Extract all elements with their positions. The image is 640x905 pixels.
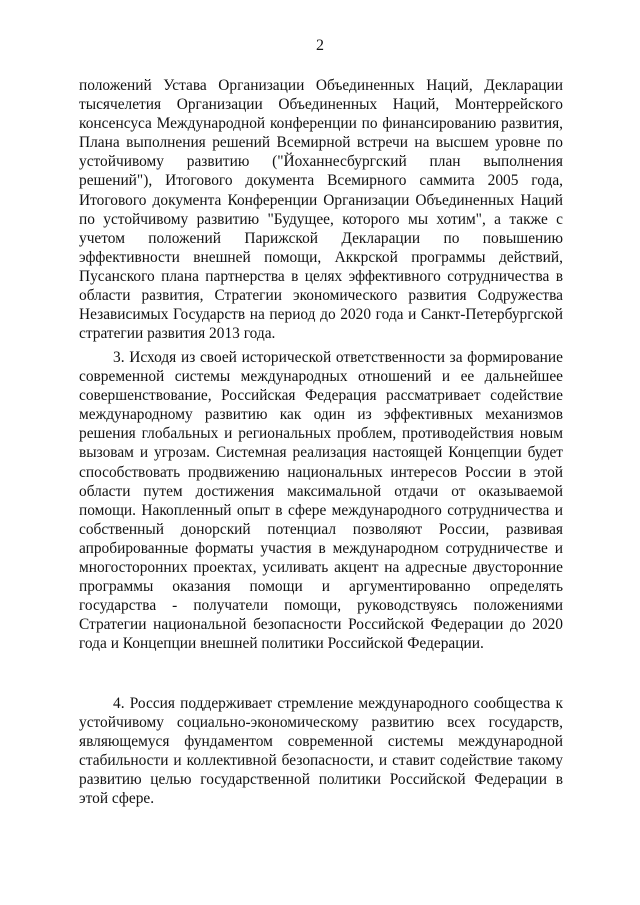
paragraph-3: 3. Исходя из своей исторической ответственности за формирование современной системы международных отношений и ее дальнейшее совершенствование, Российская Федерация рассматривает содействие международному развитию как один из эффективных механизмов решения глобальных и региональных проблем, противодействия новым вызовам и угрозам. Системная реализация настоящей Концепции будет способствовать продвижению национальных интересов России в этой области путем достижения максимальной отдачи от оказываемой помощи. Накопленный опыт в сфере международного сотрудничества и собственный донорский потенциал позволяют России, развивая апробированные форматы участия в международном сотрудничестве и многосторонних проектах, усиливать акцент на адресные двусторонние программы оказания помощи и аргументированно определять государства - получатели помощи, руководствуясь положениями Стратегии национальной безопасности Российской Федерации до 2020 года и Концепции внешней политики Российской Федерации. (79, 349, 563, 653)
paragraph-continuation: положений Устава Организации Объединенных Наций, Декларации тысячелетия Организации Объединенных Наций, Монтеррейского консенсуса Международной конференции по финансированию развития, Плана выполнения решений Всемирной встречи на высшем уровне по устойчивому развитию ("Йоханнесбургский план выполнения решений"), Итогового документа Всемирного саммита 2005 года, Итогового документа Конференции Организации Объединенных Наций по устойчивому развитию "Будущее, которого мы хотим", а также с учетом положений Парижской Декларации по повышению эффективности внешней помощи, Аккрской программы действий, Пусанского плана партнерства в целях эффективного сотрудничества в области развития, Стратегии экономического развития Содружества Независимых Государств на период до 2020 года и Санкт-Петербургской стратегии развития 2013 года. (79, 77, 563, 343)
page-number: 2 (316, 37, 324, 54)
paragraph-4: 4. Россия поддерживает стремление международного сообщества к устойчивому социально-экономическому развитию всех государств, являющемуся фундаментом современной системы международной стабильности и коллективной безопасности, и ставит содействие такому развитию целью государственной политики Российской Федерации в этой сфере. (79, 695, 563, 808)
